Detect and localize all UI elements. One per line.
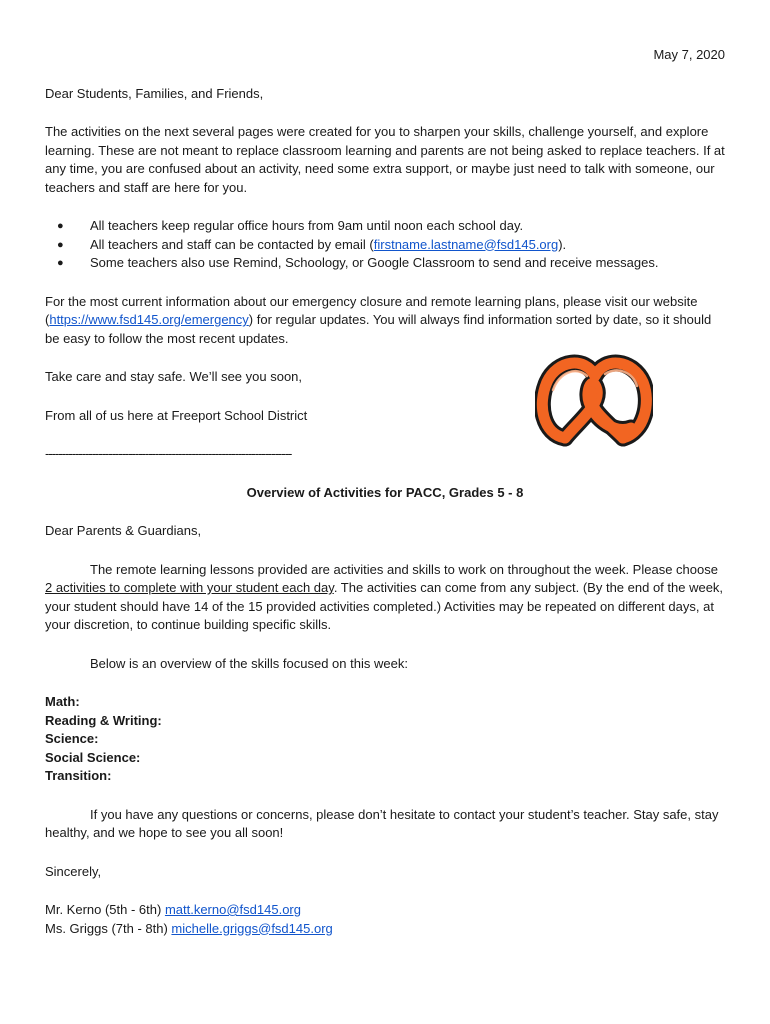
letter-greeting: Dear Students, Families, and Friends, (45, 85, 264, 101)
skill-reading-writing: Reading & Writing: (45, 712, 162, 728)
skill-science: Science: (45, 731, 99, 746)
kerno-email-link[interactable]: matt.kerno@fsd145.org (164, 902, 301, 917)
letter-signoff: From all of us here at Freeport School District (45, 407, 308, 423)
letter-closing: Take care and stay safe. We’ll see you soon, (45, 369, 303, 384)
overview-paragraph-3: If you have any questions or concerns, please don’t hesitate to contact your student’s teacher. Stay safe, stay healthy, and we hope to see you all soon! (45, 806, 719, 840)
contact-griggs: Ms. Griggs (7th - 8th) michelle.griggs@fsd145.org (45, 920, 333, 936)
overview-title: Overview of Activities for PACC, Grades 5 - 8 (246, 484, 524, 500)
daily-activities-emphasis: 2 activities to complete with your student each day (45, 580, 334, 595)
overview-greeting: Dear Parents & Guardians, (45, 523, 202, 538)
section-divider: -------------------------------------------------------------------------- (45, 446, 292, 461)
bullet-icon: ● (57, 220, 64, 232)
skill-transition: Transition: (45, 768, 112, 783)
skills-list (45, 693, 725, 786)
pretzel-icon (535, 350, 653, 450)
letter-date: May 7, 2020 (653, 47, 725, 62)
overview-sincerely: Sincerely, (45, 863, 102, 879)
letter-intro: The activities on the next several pages were created for you to sharpen your skills, challenge yourself, and explore learning. These are not meant to replace classroom learning and parents are not being asked to replace teachers. If at any time, you are confused about an activity, need some extra support, or maybe just need to talk with someone, our teachers and staff are here for you. (45, 124, 725, 195)
griggs-email-link[interactable]: michelle.griggs@fsd145.org (171, 920, 333, 936)
list-item: ● All teachers keep regular office hours from 9am until noon each school day. (45, 217, 725, 236)
document-page (45, 46, 725, 938)
list-item: ● All teachers and staff can be contacted by email (firstname.lastname@fsd145.org). (45, 236, 725, 255)
bullet-icon: ● (57, 257, 64, 269)
contact-kerno: Mr. Kerno (5th - 6th) matt.kerno@fsd145.org (45, 902, 301, 917)
website-info: For the most current information about our emergency closure and remote learning plans, please visit our website (https://www.fsd145.org/emergency) for regular updates. You will always find information sorted by date, so it should be easy to follow the most recent updates. (45, 293, 712, 346)
emergency-website-link[interactable]: https://www.fsd145.org/emergency (49, 312, 249, 327)
office-hours-list (45, 217, 725, 273)
skill-social-science: Social Science: (45, 749, 141, 765)
bullet-icon: ● (57, 238, 64, 251)
staff-email-link[interactable]: firstname.lastname@fsd145.org (373, 236, 559, 252)
overview-paragraph-1: The remote learning lessons provided are activities and skills to work on throughout the week. Please choose 2 activities to complete with your student each day. The activities can come from any subject. (By the end of the week, your student should have 14 of the 15 provided activities completed.) Activities may be repeated on different days, at your discretion, to continue building specific skills. (45, 561, 724, 632)
list-item: ● Some teachers also use Remind, Schoology, or Google Classroom to send and receive messages. (45, 254, 725, 273)
overview-paragraph-2: Below is an overview of the skills focused on this week: (90, 655, 408, 671)
skill-math: Math: (45, 694, 80, 709)
